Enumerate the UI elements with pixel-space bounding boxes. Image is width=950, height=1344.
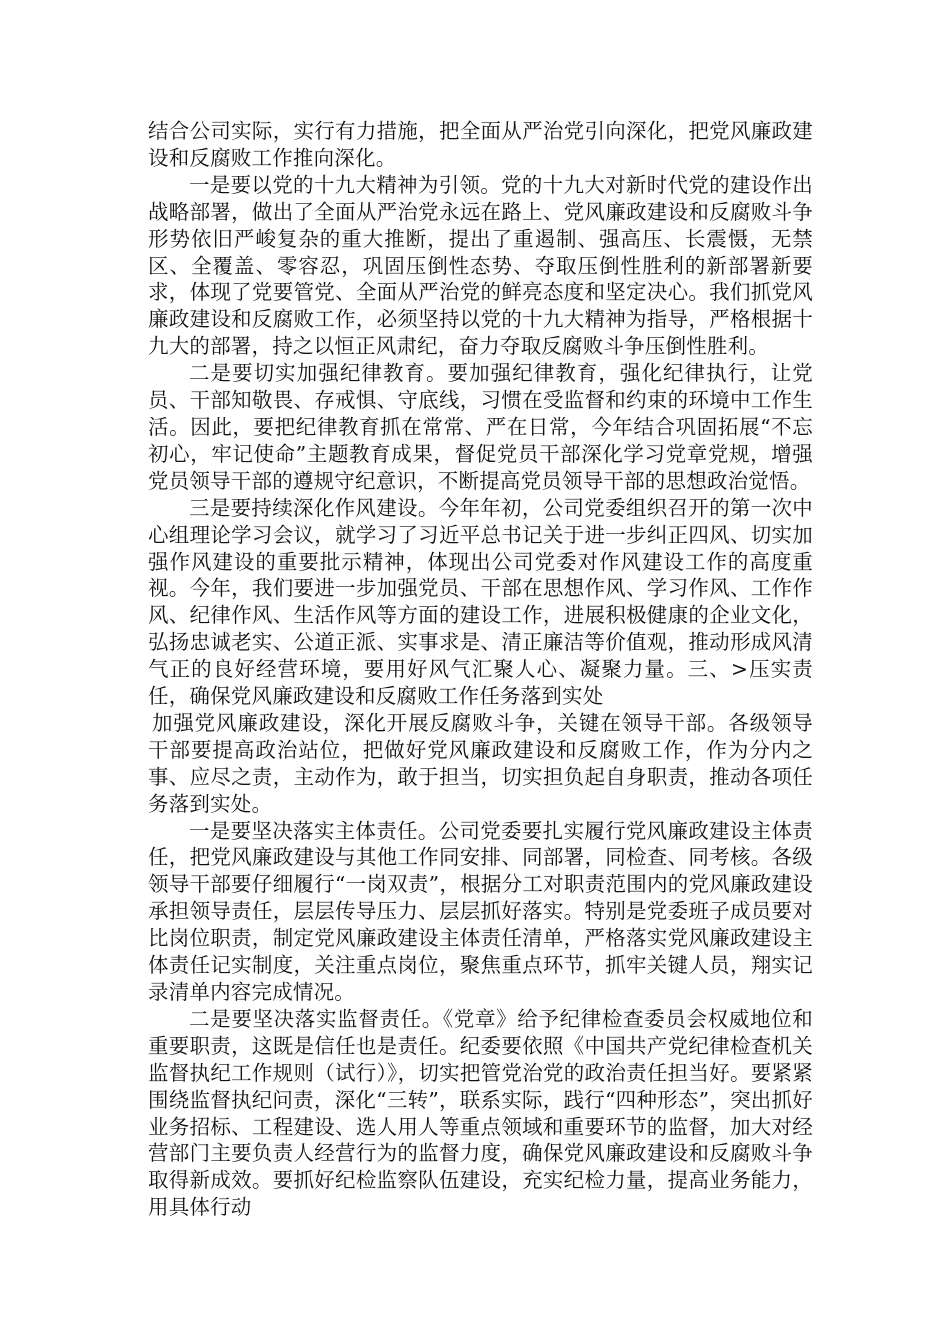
- document-body: [148, 118, 813, 1221]
- paragraph-nineteenth-congress: 一是要以党的十九大精神为引领。党的十九大对新时代党的建设作出战略部署，做出了全面从严治党永远在路上、党风廉政建设和反腐败斗争形势依旧严峻复杂的重大推断，提出了重遏制、强高压、长震慑，无禁区、全覆盖、零容忍，巩固压倒性态势、夺取压倒性胜利的新部署新要求，体现了党要管党、全面从严治党的鲜亮态度和坚定决心。我们抓党风廉政建设和反腐败工作，必须坚持以党的十九大精神为指导，严格根据十九大的部署，持之以恒正风肃纪，奋力夺取反腐败斗争压倒性胜利。: [148, 172, 813, 359]
- paragraph-supervision-responsibility: 二是要坚决落实监督责任。《党章》给予纪律检查委员会权威地位和重要职责，这既是信任也是责任。纪委要依照《中国共产党纪律检查机关监督执纪工作规则（试行）》，切实把管党治党的政治责任担当好。要紧紧围绕监督执纪问责，深化“三转”，联系实际，践行“四种形态”，突出抓好业务招标、工程建设、选人用人等重点领域和重要环节的监督，加大对经营部门主要负责人经营行为的监督力度，确保党风廉政建设和反腐败斗争取得新成效。要抓好纪检监察队伍建设，充实纪检力量，提高业务能力，用具体行动: [148, 1006, 813, 1220]
- paragraph-discipline-education: 二是要切实加强纪律教育。要加强纪律教育，强化纪律执行，让党员、干部知敬畏、存戒惧、守底线，习惯在受监督和约束的环境中工作生活。因此，要把纪律教育抓在常常、严在日常，今年结合巩固拓展“不忘初心，牢记使命”主题教育成果，督促党员干部深化学习党章党规，增强党员领导干部的遵规守纪意识，不断提高党员领导干部的思想政治觉悟。: [148, 361, 813, 493]
- paragraph-leadership: 加强党风廉政建设，深化开展反腐败斗争，关键在领导干部。各级领导干部要提高政治站位，把做好党风廉政建设和反腐败工作，作为分内之事、应尽之责，主动作为，敢于担当，切实担负起自身职责，推动各项任务落到实处。: [148, 710, 813, 816]
- paragraph-main-responsibility: 一是要坚决落实主体责任。公司党委要扎实履行党风廉政建设主体责任，把党风廉政建设与其他工作同安排、同部署，同检查、同考核。各级领导干部要仔细履行“一岗双责”，根据分工对职责范围内的党风廉政建设承担领导责任，层层传导压力、层层抓好落实。特别是党委班子成员要对比岗位职责，制定党风廉政建设主体责任清单，严格落实党风廉政建设主体责任记实制度，关注重点岗位，聚焦重点环节，抓牢关键人员，翔实记录清单内容完成情况。: [148, 818, 813, 1004]
- paragraph-intro: 结合公司实际，实行有力措施，把全面从严治党引向深化，把党风廉政建设和反腐败工作推向深化。: [148, 119, 813, 170]
- paragraph-work-style: 三是要持续深化作风建设。今年年初，公司党委组织召开的第一次中心组理论学习会议，就学习了习近平总书记关于进一步纠正四风、切实加强作风建设的重要批示精神，体现出公司党委对作风建设工作的高度重视。今年，我们要进一步加强党员、干部在思想作风、学习作风、工作作风、纪律作风、生活作风等方面的建设工作，进展积极健康的企业文化，弘扬忠诚老实、公道正派、实事求是、清正廉洁等价值观，推动形成风清气正的良好经营环境，要用好风气汇聚人心、凝聚力量。三、>压实责任，确保党风廉政建设和反腐败工作任务落到实处: [148, 495, 813, 709]
